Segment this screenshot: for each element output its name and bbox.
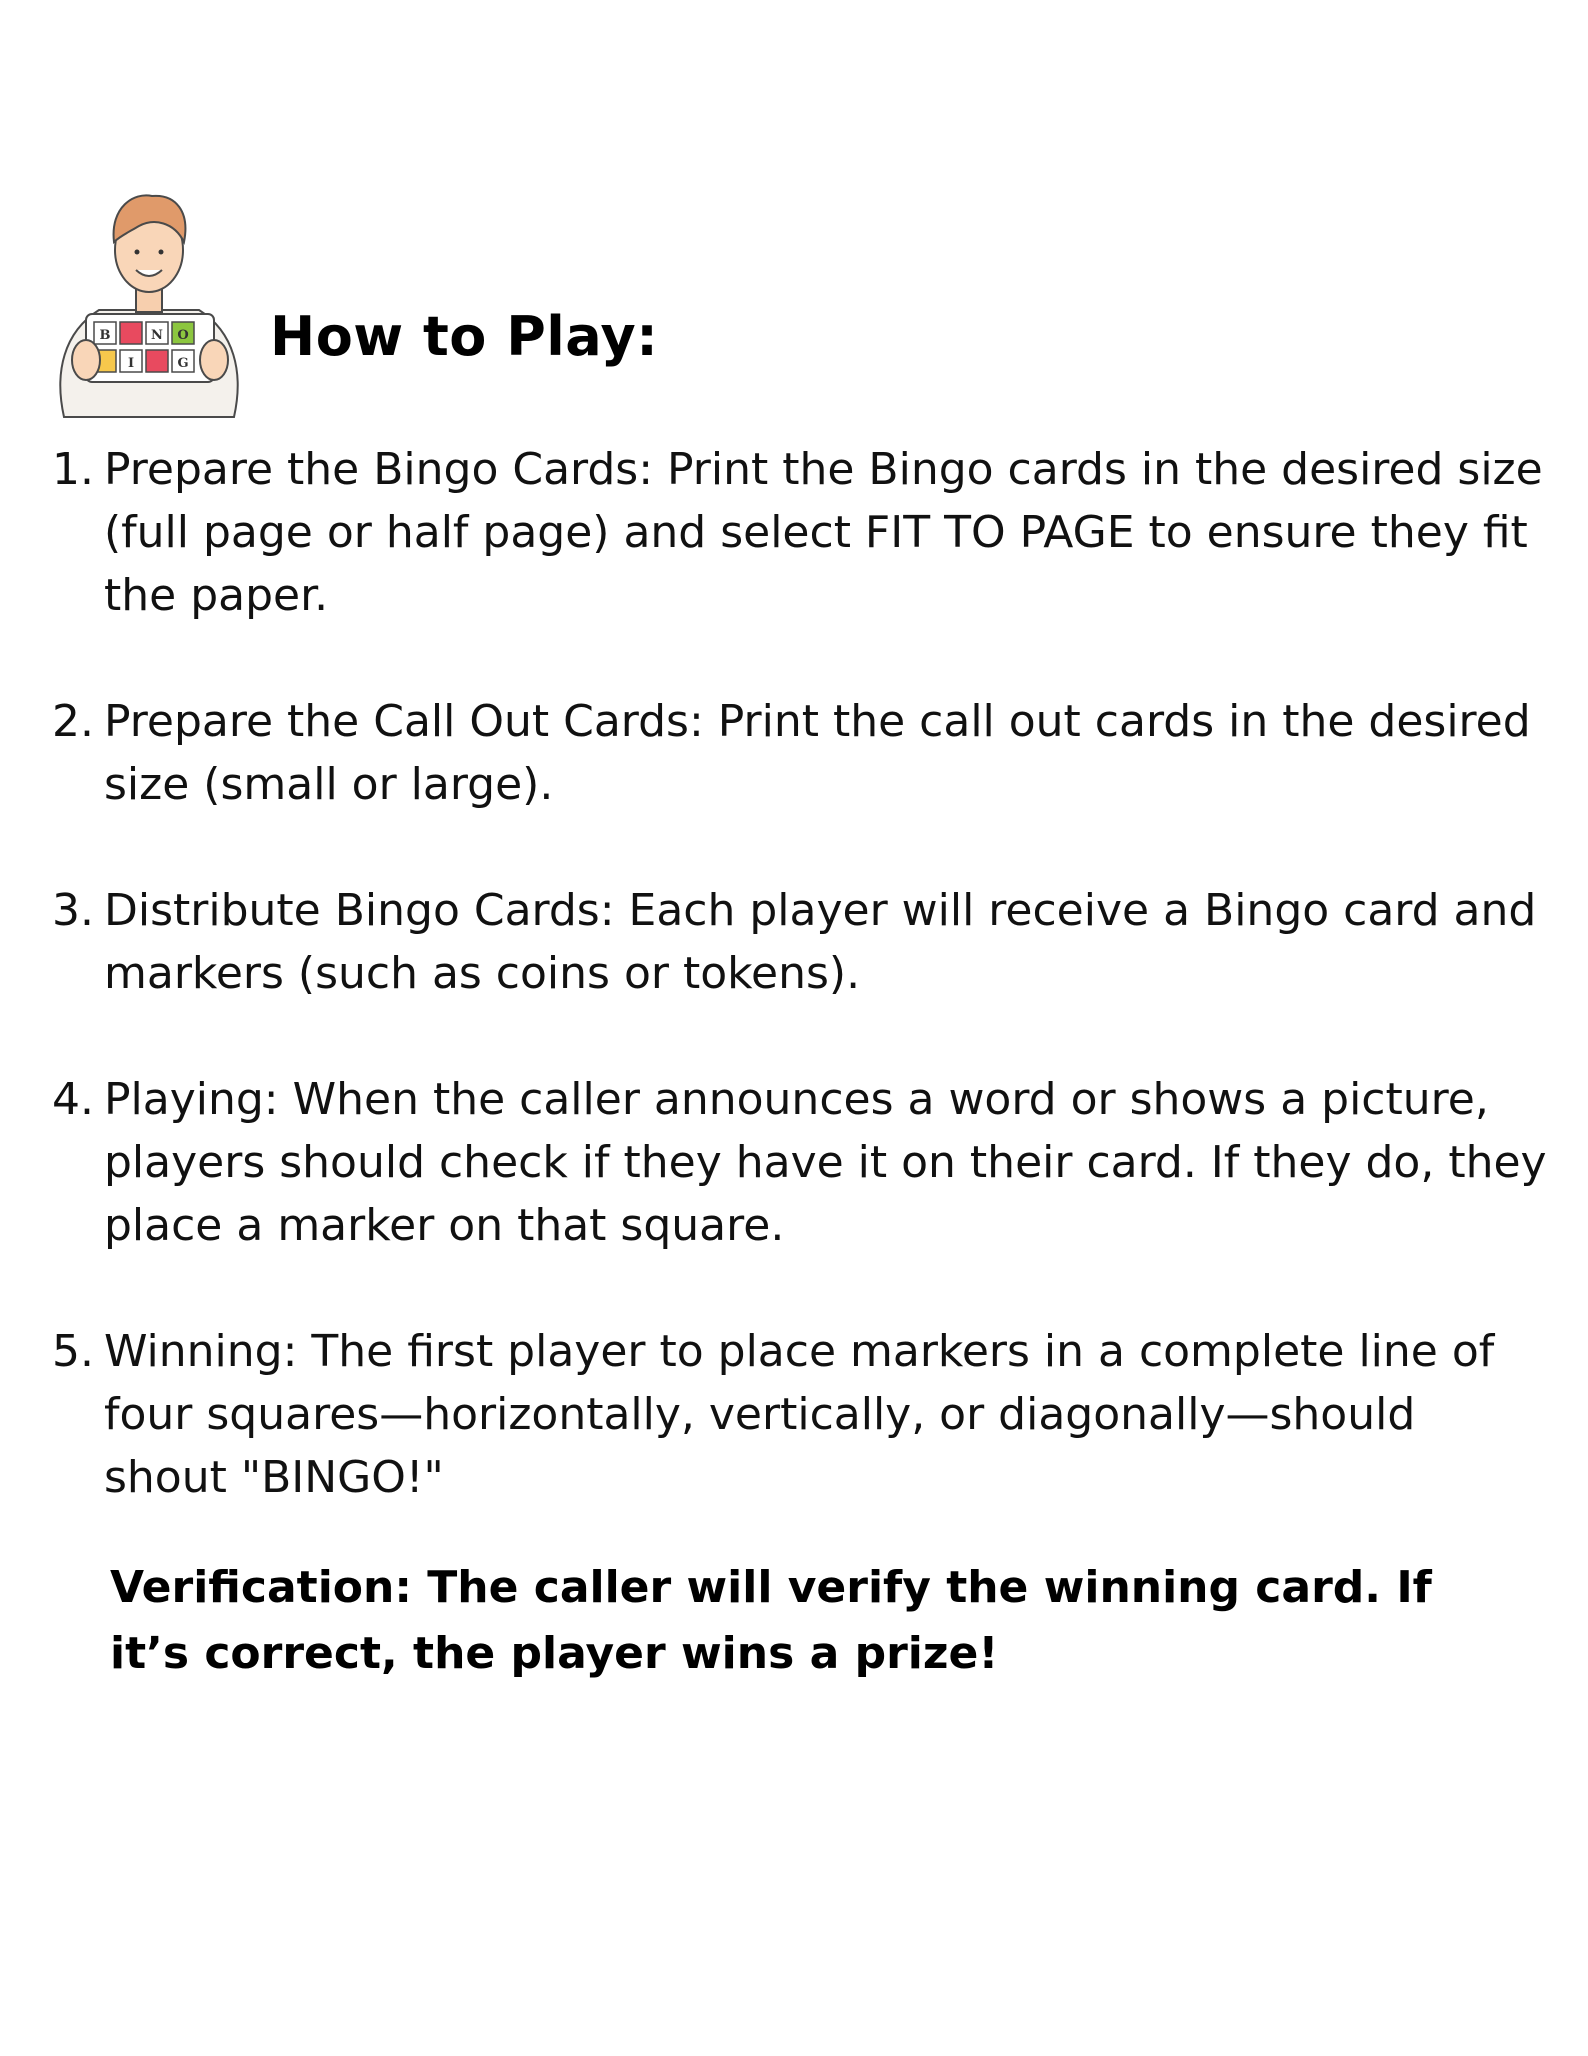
step-text: Distribute Bingo Cards: Each player will receive a Bingo card and markers (such as coins or tokens). (104, 885, 1537, 999)
list-item (52, 690, 1552, 816)
list-item (52, 438, 1552, 627)
step-text: Prepare the Call Out Cards: Print the call out cards in the desired size (small or large). (104, 696, 1531, 810)
list-item (52, 879, 1552, 1005)
page-title: How to Play: (270, 305, 659, 368)
instructions-list (52, 438, 1552, 1572)
list-item (52, 1320, 1552, 1509)
step-number: 5. (52, 1326, 94, 1377)
verification-note: Verification: The caller will verify the winning card. If it’s correct, the player wins a prize! (110, 1562, 1432, 1679)
step-text: Winning: The first player to place markers in a complete line of four squares—horizontally, vertically, or diagonally—should shout "BINGO!" (104, 1326, 1495, 1503)
svg-text:O: O (177, 328, 189, 343)
step-text: Playing: When the caller announces a word or shows a picture, players should check if they have it on their card. If they do, they place a marker on that square. (104, 1074, 1547, 1251)
svg-text:B: B (99, 328, 111, 343)
svg-text:I: I (127, 356, 135, 371)
step-number: 3. (52, 885, 94, 936)
step-text: Prepare the Bingo Cards: Print the Bingo cards in the desired size (full page or half page) and select FIT TO PAGE to ensure they fit the paper. (104, 444, 1543, 621)
person-holding-bingo-card-icon (44, 182, 254, 422)
bingo-player-illustration (44, 182, 254, 422)
svg-text:N: N (151, 328, 163, 343)
step-number: 4. (52, 1074, 94, 1125)
list-item (52, 1068, 1552, 1257)
svg-text:G: G (177, 356, 189, 371)
step-number: 1. (52, 444, 94, 495)
step-number: 2. (52, 696, 94, 747)
